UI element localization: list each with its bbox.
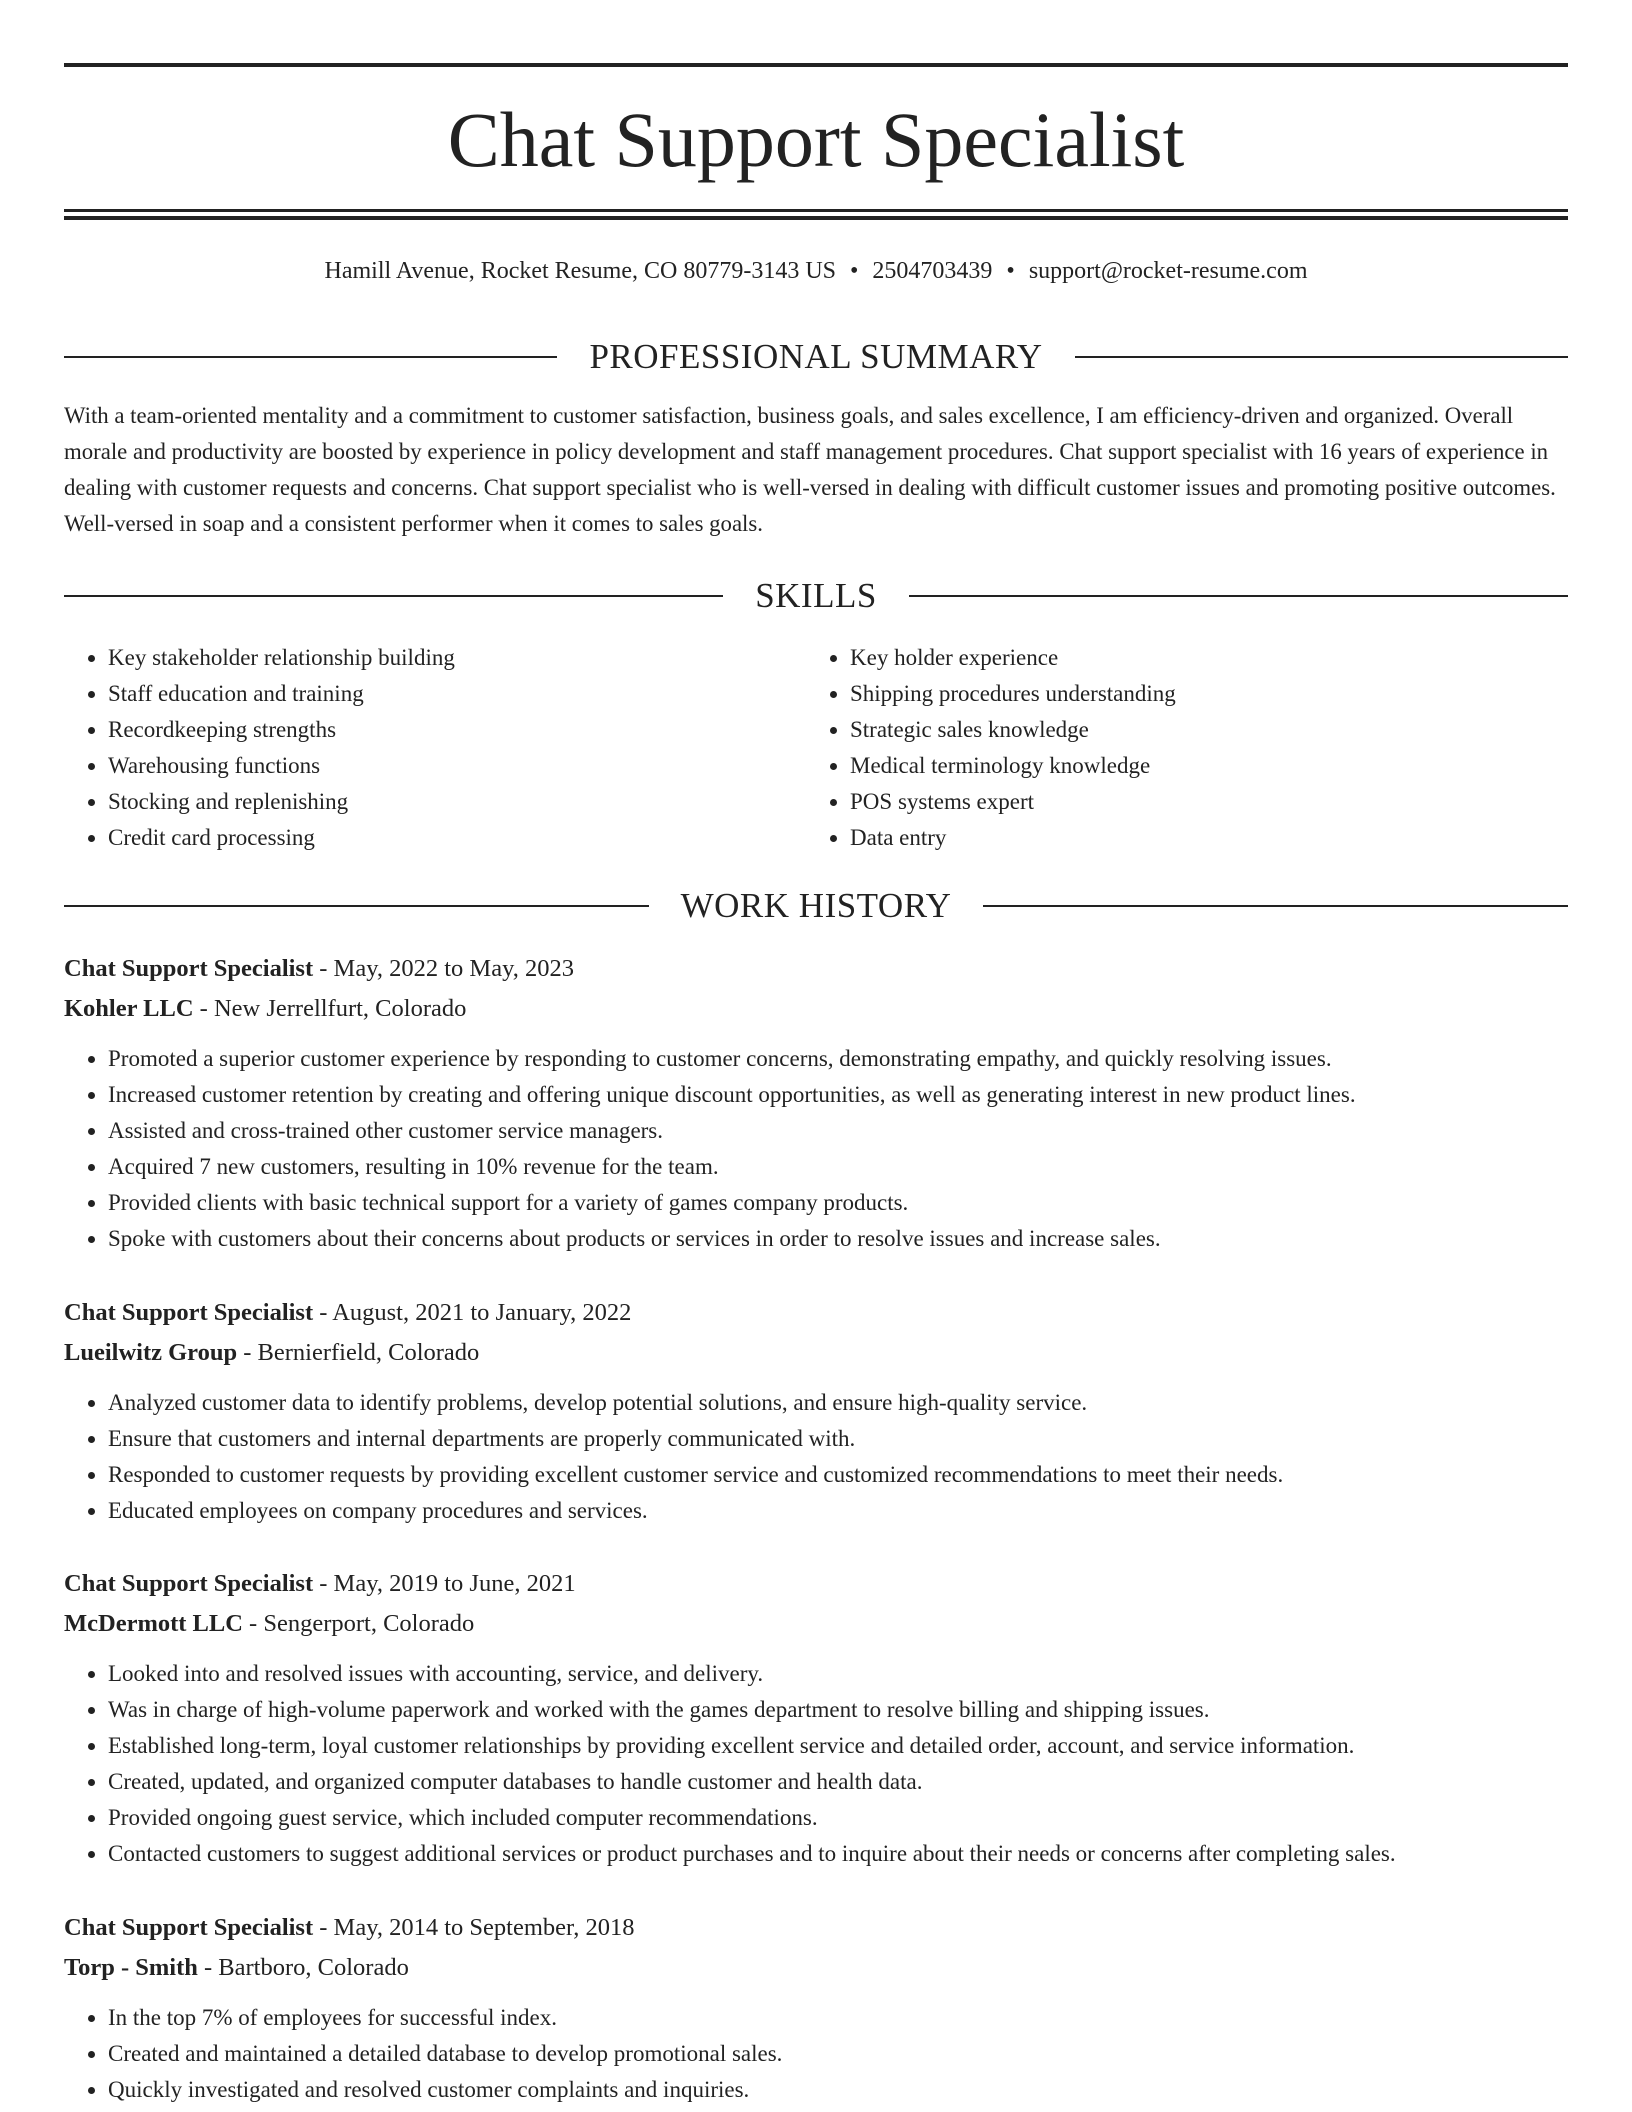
skill-item: • Shipping procedures understanding <box>850 676 1548 712</box>
skill-item: • Warehousing functions <box>108 748 806 784</box>
summary-text: With a team-oriented mentality and a commitment to customer satisfaction, business goals, and sales excellence, I am efficiency-driven and organized. Overall morale and productivity are boosted by experience in policy development and staff management procedures. Chat support specialist with 16 years of experience in dealing with customer requests and concerns. Chat support specialist who is well-versed in dealing with difficult customer issues and promoting positive outcomes. Well-versed in soap and a consistent performer when it comes to sales goals. <box>64 403 1556 536</box>
heading-rule-right <box>1075 356 1568 358</box>
skill-item: • Stocking and replenishing <box>108 784 806 820</box>
job-entry <box>64 949 1568 1257</box>
skill-item: • Key holder experience <box>850 640 1548 676</box>
job-title-line <box>64 1908 1568 1948</box>
job-dates: - May, 2022 to May, 2023 <box>313 955 574 982</box>
heading-rule-right <box>909 595 1568 597</box>
job-bullets <box>64 1385 1568 1529</box>
job-entry <box>64 1293 1568 1529</box>
job-title: Chat Support Specialist <box>64 1299 314 1326</box>
contact-email: support@rocket-resume.com <box>1028 258 1308 284</box>
job-location: - Bartboro, Colorado <box>197 1954 409 1981</box>
work-history-heading-label: WORK HISTORY <box>680 886 952 925</box>
summary-heading <box>64 335 1568 379</box>
resume-title: Chat Support Specialist <box>447 96 1185 183</box>
skills-column-right <box>806 640 1548 856</box>
skills-heading <box>64 574 1568 618</box>
job-bullet: • In the top 7% of employees for successful index. <box>108 2000 1568 2036</box>
job-bullet: • Created and maintained a detailed database to develop promotional sales. <box>108 2036 1568 2072</box>
job-location: - New Jerrellfurt, Colorado <box>193 995 467 1022</box>
job-bullet: • Provided clients with basic technical support for a variety of games company products. <box>108 1185 1568 1221</box>
job-company-line <box>64 1333 1568 1373</box>
heading-rule-left <box>64 356 557 358</box>
job-bullet: • Spoke with customers about their concerns about products or services in order to resolve issues and increase sales. <box>108 1221 1568 1257</box>
skill-item: • Recordkeeping strengths <box>108 712 806 748</box>
job-bullets <box>64 2000 1568 2108</box>
job-bullet: • Looked into and resolved issues with accounting, service, and delivery. <box>108 1656 1568 1692</box>
job-bullet: • Ensure that customers and internal departments are properly communicated with. <box>108 1421 1568 1457</box>
job-title-line <box>64 1293 1568 1333</box>
top-rule <box>64 63 1568 67</box>
skill-item: • Staff education and training <box>108 676 806 712</box>
job-dates: - May, 2019 to June, 2021 <box>313 1570 576 1597</box>
job-bullet: • Increased customer retention by creating and offering unique discount opportunities, as well as generating interest in new product lines. <box>108 1077 1568 1113</box>
job-bullet: • Created, updated, and organized computer databases to handle customer and health data. <box>108 1764 1568 1800</box>
job-dates: - May, 2014 to September, 2018 <box>313 1914 635 1941</box>
heading-rule-left <box>64 905 649 907</box>
skill-item: • Strategic sales knowledge <box>850 712 1548 748</box>
skills-column-left <box>64 640 806 856</box>
job-company: Kohler LLC <box>64 995 194 1022</box>
heading-rule-left <box>64 595 723 597</box>
contact-separator: • <box>1006 258 1015 284</box>
summary-heading-label: PROFESSIONAL SUMMARY <box>589 337 1043 376</box>
skill-item: • Medical terminology knowledge <box>850 748 1548 784</box>
job-bullets <box>64 1656 1568 1872</box>
job-company-line <box>64 989 1568 1029</box>
work-history-heading <box>64 884 1568 928</box>
heading-rule-right <box>983 905 1568 907</box>
skills-list <box>64 640 1568 856</box>
job-bullet: • Promoted a superior customer experience by responding to customer concerns, demonstrating empathy, and quickly resolving issues. <box>108 1041 1568 1077</box>
contact-line <box>64 254 1568 288</box>
skill-item: • Key stakeholder relationship building <box>108 640 806 676</box>
job-company: Lueilwitz Group <box>64 1339 238 1366</box>
title-underline-thin <box>64 209 1568 212</box>
job-title-line <box>64 1564 1568 1604</box>
job-bullet: • Assisted and cross-trained other customer service managers. <box>108 1113 1568 1149</box>
job-entry <box>64 1908 1568 2108</box>
job-bullet: • Responded to customer requests by providing excellent customer service and customized recommendations to meet their needs. <box>108 1457 1568 1493</box>
job-company: Torp - Smith <box>64 1954 198 1981</box>
job-company: McDermott LLC <box>64 1610 243 1637</box>
skill-item: • Data entry <box>850 820 1548 856</box>
skills-heading-label: SKILLS <box>755 576 877 615</box>
skill-item: • Credit card processing <box>108 820 806 856</box>
job-dates: - August, 2021 to January, 2022 <box>313 1299 632 1326</box>
job-bullets <box>64 1041 1568 1257</box>
contact-phone: 2504703439 <box>872 258 993 284</box>
title-underline-thick <box>64 216 1568 220</box>
job-location: - Bernierfield, Colorado <box>237 1339 480 1366</box>
job-bullet: • Provided ongoing guest service, which included computer recommendations. <box>108 1800 1568 1836</box>
skill-item: • POS systems expert <box>850 784 1548 820</box>
job-title: Chat Support Specialist <box>64 955 314 982</box>
job-title-line <box>64 949 1568 989</box>
job-location: - Sengerport, Colorado <box>242 1610 475 1637</box>
job-bullet: • Educated employees on company procedures and services. <box>108 1493 1568 1529</box>
job-bullet: • Analyzed customer data to identify problems, develop potential solutions, and ensure high-quality service. <box>108 1385 1568 1421</box>
job-bullet: • Quickly investigated and resolved customer complaints and inquiries. <box>108 2072 1568 2108</box>
contact-separator: • <box>850 258 859 284</box>
job-title: Chat Support Specialist <box>64 1570 314 1597</box>
job-bullet: • Contacted customers to suggest additional services or product purchases and to inquire about their needs or concerns after completing sales. <box>108 1836 1568 1872</box>
job-bullet: • Was in charge of high-volume paperwork and worked with the games department to resolve billing and shipping issues. <box>108 1692 1568 1728</box>
job-entry <box>64 1564 1568 1872</box>
job-bullet: • Acquired 7 new customers, resulting in 10% revenue for the team. <box>108 1149 1568 1185</box>
job-company-line <box>64 1948 1568 1988</box>
job-company-line <box>64 1604 1568 1644</box>
contact-address: Hamill Avenue, Rocket Resume, CO 80779-3143 US <box>324 258 836 284</box>
job-title: Chat Support Specialist <box>64 1914 314 1941</box>
job-bullet: • Established long-term, loyal customer relationships by providing excellent service and detailed order, account, and service information. <box>108 1728 1568 1764</box>
